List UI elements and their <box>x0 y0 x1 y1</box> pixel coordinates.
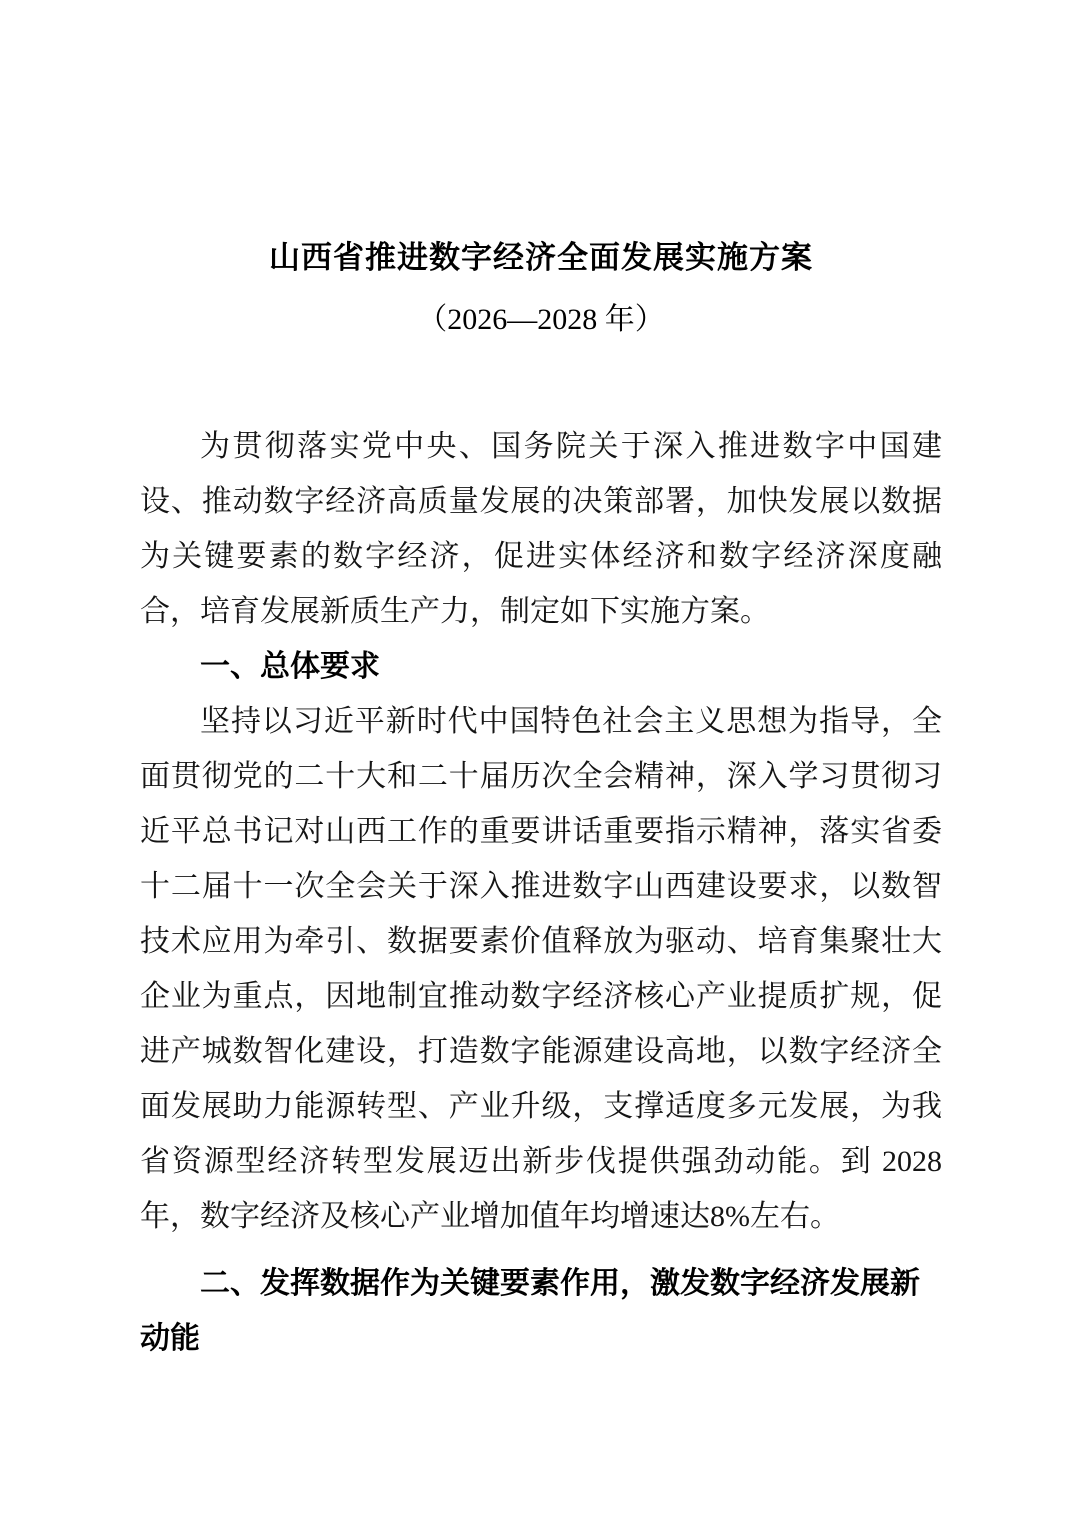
section-heading-1: 一、总体要求 <box>200 650 380 684</box>
section-heading-2: 二、发挥数据作为关键要素作用，激发数字经济发展新动能 <box>140 1267 920 1356</box>
document-title: 山西省推进数字经济全面发展实施方案 <box>269 240 813 275</box>
paragraph-overall-requirements: 坚持以习近平新时代中国特色社会主义思想为指导，全面贯彻党的二十大和二十届历次全会精神，深入学习贯彻习近平总书记对山西工作的重要讲话重要指示精神，落实省委十二届十一次全会关于深入推进数字山西建设要求，以数智技术应用为牵引、数据要素价值释放为驱动、培育集聚壮大企业为重点，因地制宜推动数字经济核心产业提质扩规，促进产城数智化建设，打造数字能源建设高地，以数字经济全面发展助力能源转型、产业升级，支撑适度多元发展，为我省资源型经济转型发展迈出新步伐提供强劲动能。到 2028 年，数字经济及核心产业增加值年均增速达8%左右。 <box>140 705 942 1234</box>
paragraph-intro: 为贯彻落实党中央、国务院关于深入推进数字中国建设、推动数字经济高质量发展的决策部署，加快发展以数据为关键要素的数字经济，促进实体经济和数字经济深度融合，培育发展新质生产力，制定如下实施方案。 <box>140 430 942 629</box>
document-subtitle: （2026—2028 年） <box>417 302 665 336</box>
document-body <box>140 419 942 1366</box>
